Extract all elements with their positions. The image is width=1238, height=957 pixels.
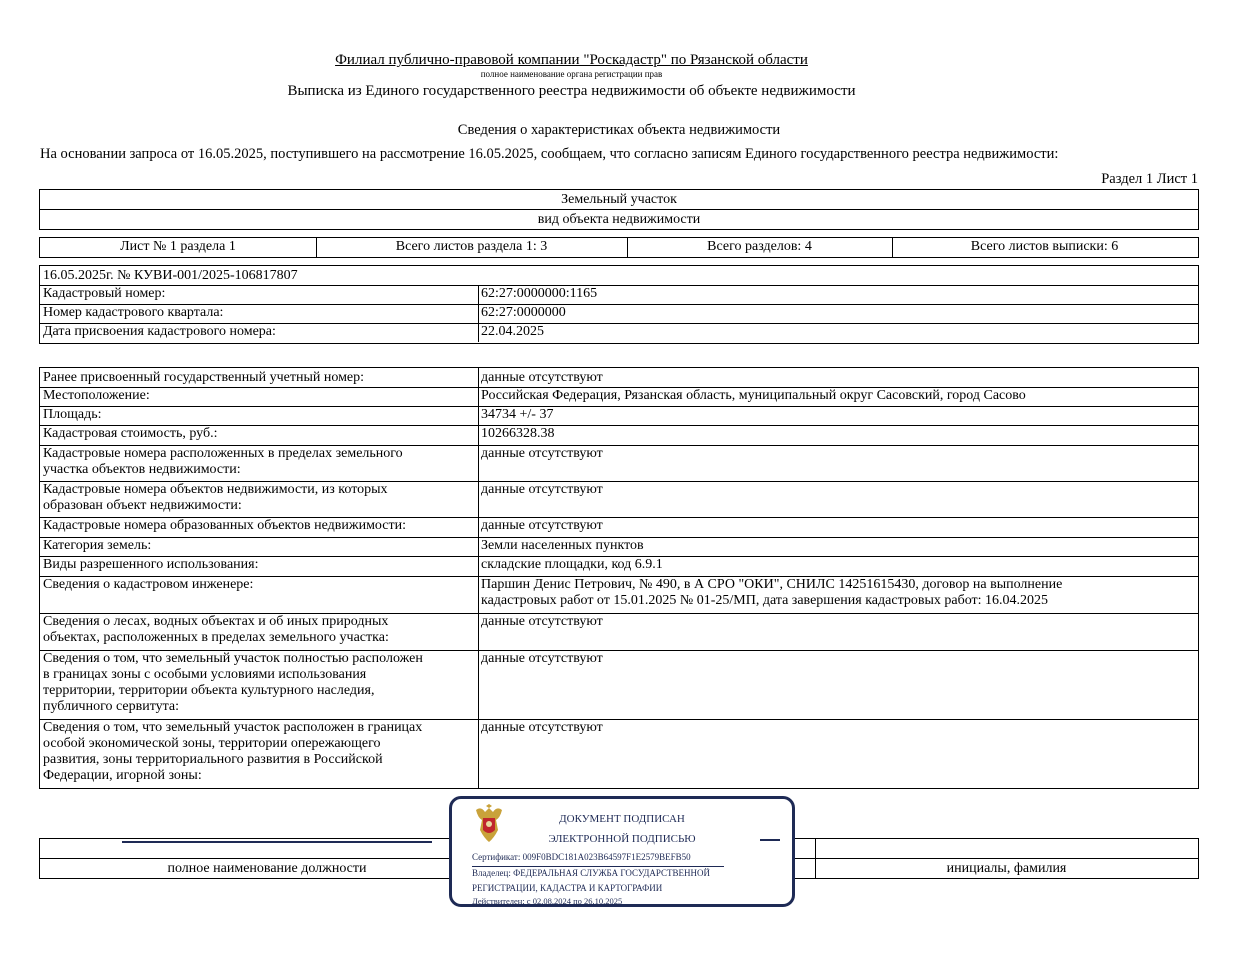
row-label: Кадастровые номера расположенных в пределах земельного участка объектов недвижимости: (43, 446, 403, 477)
extract-number: 16.05.2025г. № КУВИ-001/2025-106817807 (43, 268, 298, 283)
table-row (40, 720, 1198, 788)
object-type-row (40, 190, 1198, 210)
table-row (40, 324, 1198, 342)
object-type-value: Земельный участок (561, 192, 677, 207)
cadastral-number: 62:27:0000000:1165 (481, 286, 598, 301)
org-name: Филиал публично-правовой компании "Роскадастр" по Рязанской области (335, 52, 808, 68)
details-table (39, 367, 1199, 789)
stamp-validity: Действителен: с 02.08.2024 по 26.10.2025 (472, 896, 623, 906)
intro-text: На основании запроса от 16.05.2025, поступившего на рассмотрение 16.05.2025, сообщаем, что согласно записям Единого государственного реестра недвижимости: (40, 146, 1059, 162)
position-label: полное наименование должности (167, 861, 367, 876)
e-signature-stamp (449, 796, 795, 907)
table-row (40, 577, 1198, 614)
ident-table (39, 265, 1199, 344)
row-label: Местоположение: (43, 388, 150, 403)
land-category-value: Земли населенных пунктов (481, 538, 644, 553)
object-type-note-row (40, 210, 1198, 229)
stamp-line-2: ЭЛЕКТРОННОЙ ПОДПИСЬЮ (548, 833, 696, 845)
location-value: Российская Федерация, Рязанская область, муниципальный округ Сасовский, город Сасово (481, 388, 1026, 403)
table-row (40, 388, 1198, 407)
row-label: Сведения о кадастровом инженере: (43, 577, 254, 592)
table-row (40, 446, 1198, 482)
object-type-table (39, 189, 1199, 230)
table-row (40, 266, 1198, 286)
row-label: Площадь: (43, 407, 102, 422)
document-subtitle: Сведения о характеристиках объекта недвижимости (457, 122, 781, 138)
cadastral-quarter: 62:27:0000000 (481, 305, 566, 320)
table-row (40, 614, 1198, 651)
engineer-value: Паршин Денис Петрович, № 490, в А СРО "ОКИ", СНИЛС 14251615430, договор на выполнение кадастровых работ от 15.01.2025 № 01-25/МП, дата завершения кадастровых работ: 16.04.2025 (481, 577, 1063, 608)
row-label: Кадастровые номера объектов недвижимости, из которых образован объект недвижимости: (43, 482, 388, 513)
table-row (40, 426, 1198, 446)
row-label: Сведения о лесах, водных объектах и об иных природных объектах, расположенных в пределах земельного участка: (43, 614, 389, 645)
assignment-date: 22.04.2025 (481, 324, 544, 339)
table-row (40, 407, 1198, 426)
table-row (40, 651, 1198, 720)
table-row (40, 305, 1198, 324)
row-label: Сведения о том, что земельный участок расположен в границах особой экономической зоны, территории опережающего развития, зоны территориального развития в Российской Федерации, игорной зоны: (43, 720, 423, 783)
cadastral-value: 10266328.38 (481, 426, 555, 441)
row-label: Дата присвоения кадастрового номера: (43, 324, 276, 339)
document-title: Выписка из Единого государственного реестра недвижимости об объекте недвижимости (287, 83, 856, 99)
row-value: данные отсутствуют (481, 370, 603, 385)
row-label: Категория земель: (43, 538, 152, 553)
row-label: Номер кадастрового квартала: (43, 305, 224, 320)
area-value: 34734 +/- 37 (481, 407, 554, 422)
row-label: Кадастровые номера образованных объектов недвижимости: (43, 518, 406, 533)
stamp-owner-2: РЕГИСТРАЦИИ, КАДАСТРА И КАРТОГРАФИИ (472, 883, 663, 893)
row-value: данные отсутствуют (481, 446, 603, 461)
row-label: Виды разрешенного использования: (43, 557, 259, 572)
sheet-number: Лист № 1 раздела 1 (120, 239, 236, 254)
section-sheets-total: Всего листов раздела 1: 3 (395, 239, 548, 254)
name-label: инициалы, фамилия (946, 861, 1067, 876)
stamp-owner-1: Владелец: ФЕДЕРАЛЬНАЯ СЛУЖБА ГОСУДАРСТВЕННОЙ (472, 868, 711, 878)
table-row (40, 557, 1198, 577)
table-row (40, 538, 1198, 557)
row-value: данные отсутствуют (481, 482, 603, 497)
table-row (40, 518, 1198, 538)
org-name-note: полное наименование органа регистрации прав (480, 69, 663, 79)
stamp-certificate: Сертификат: 009F0BDC181A023B64597F1E2579BEFB50 (472, 852, 691, 862)
row-value: данные отсутствуют (481, 614, 603, 629)
sheets-table (39, 237, 1199, 258)
object-type-note: вид объекта недвижимости (537, 212, 701, 227)
extract-sheets-total: Всего листов выписки: 6 (970, 239, 1119, 254)
row-label: Ранее присвоенный государственный учетный номер: (43, 370, 365, 385)
row-value: данные отсутствуют (481, 720, 603, 735)
row-label: Кадастровый номер: (43, 286, 166, 301)
row-label: Кадастровая стоимость, руб.: (43, 426, 218, 441)
table-row (40, 286, 1198, 305)
table-row (40, 482, 1198, 518)
permitted-use-value: складские площадки, код 6.9.1 (481, 557, 663, 572)
sections-total: Всего разделов: 4 (707, 239, 812, 254)
stamp-line-1: ДОКУМЕНТ ПОДПИСАН (559, 813, 685, 825)
row-label: Сведения о том, что земельный участок полностью расположен в границах зоны с особыми условиями использования территории, территории объекта культурного наследия, публичного сервитута: (43, 651, 423, 714)
section-sheet-label: Раздел 1 Лист 1 (1101, 171, 1198, 187)
row-value: данные отсутствуют (481, 651, 603, 666)
row-value: данные отсутствуют (481, 518, 603, 533)
table-row (40, 368, 1198, 388)
